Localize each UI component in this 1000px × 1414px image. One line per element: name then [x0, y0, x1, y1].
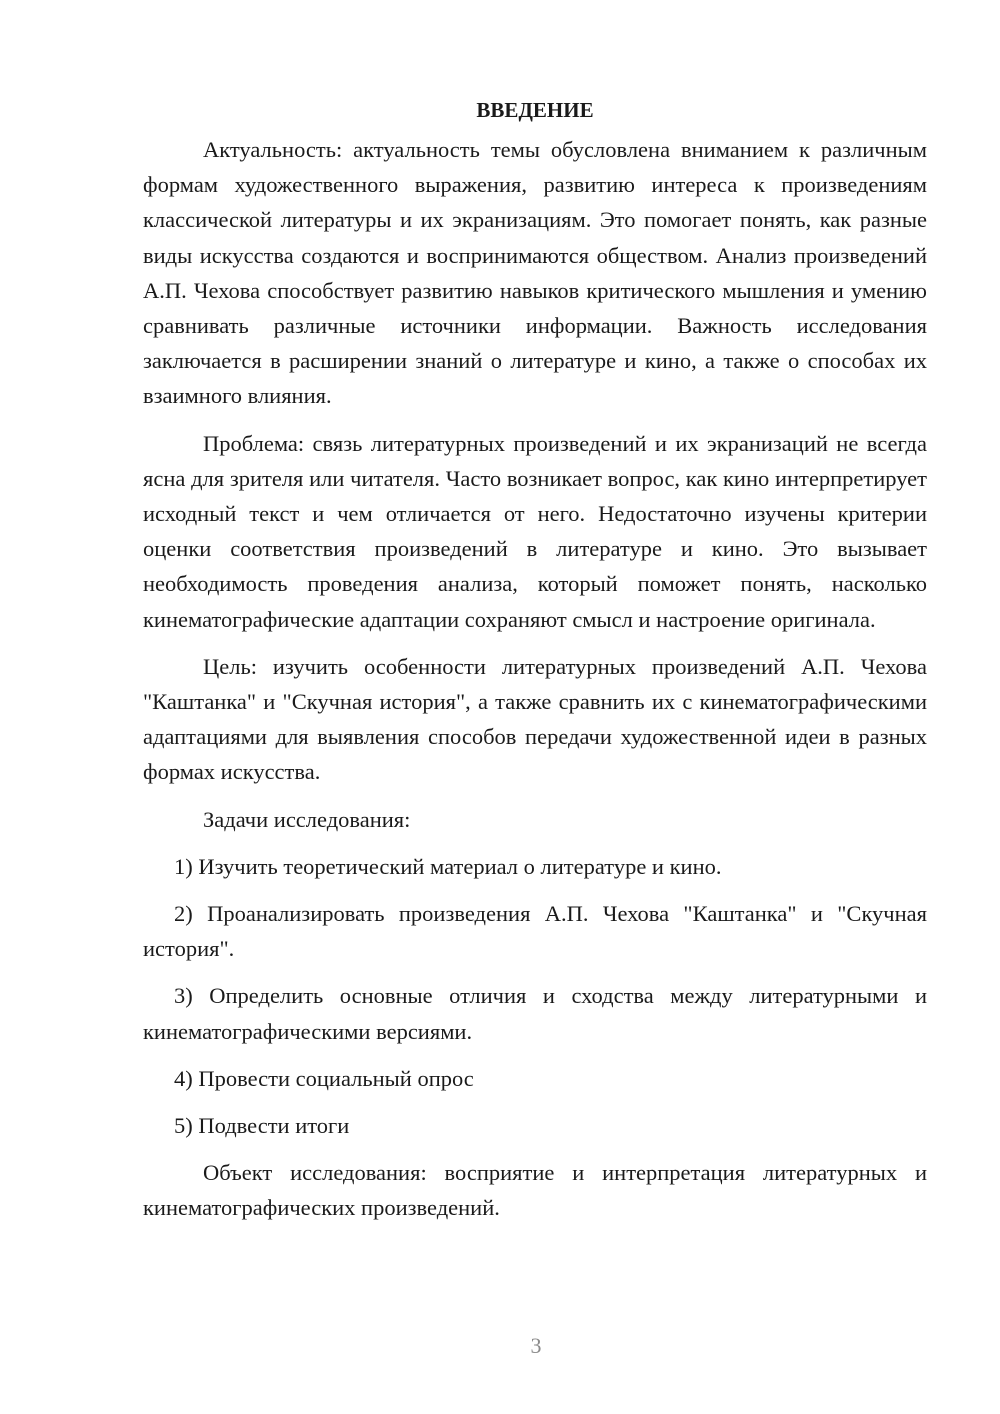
object-paragraph: Объект исследования: восприятие и интерпретация литературных и кинематографических произведений.	[143, 1160, 927, 1221]
problem-paragraph: Проблема: связь литературных произведений и их экранизаций не всегда ясна для зрителя или читателя. Часто возникает вопрос, как кино интерпретирует исходный текст и чем отличается от него. Недостаточно изучены критерии оценки соответствия произведений в литературе и кино. Это вызывает необходимость проведения анализа, который поможет понять, насколько кинематографические адаптации сохраняют смысл и настроение оригинала.	[143, 430, 927, 632]
relevance-paragraph: Актуальность: актуальность темы обусловлена вниманием к различным формам художественного выражения, развитию интереса к произведениям классической литературы и их экранизациям. Это помогает понять, как разные виды искусства создаются и воспринимаются обществом. Анализ произведений А.П. Чехова способствует развитию навыков критического мышления и умению сравнивать различные источники информации. Важность исследования заключается в расширении знаний о литературе и кино, а также о способах их взаимного влияния.	[143, 137, 927, 409]
goal-paragraph: Цель: изучить особенности литературных произведений А.П. Чехова "Каштанка" и "Скучная история", а также сравнить их с кинематографическими адаптациями для выявления способов передачи художественной идеи в разных формах искусства.	[143, 653, 927, 785]
section-title: ВВЕДЕНИЕ	[476, 98, 594, 122]
task-item-5: 5) Подвести итоги	[174, 1113, 350, 1139]
page-content	[143, 92, 927, 1238]
task-item-2: 2) Проанализировать произведения А.П. Чехова "Каштанка" и "Скучная история".	[143, 901, 927, 962]
task-item-1: 1) Изучить теоретический материал о литературе и кино.	[174, 853, 722, 879]
task-item-3: 3) Определить основные отличия и сходства между литературными и кинематографическими версиями.	[143, 983, 927, 1044]
page-number: 3	[530, 1333, 542, 1358]
task-item-4: 4) Провести социальный опрос	[174, 1065, 474, 1091]
tasks-heading: Задачи исследования:	[203, 806, 411, 832]
